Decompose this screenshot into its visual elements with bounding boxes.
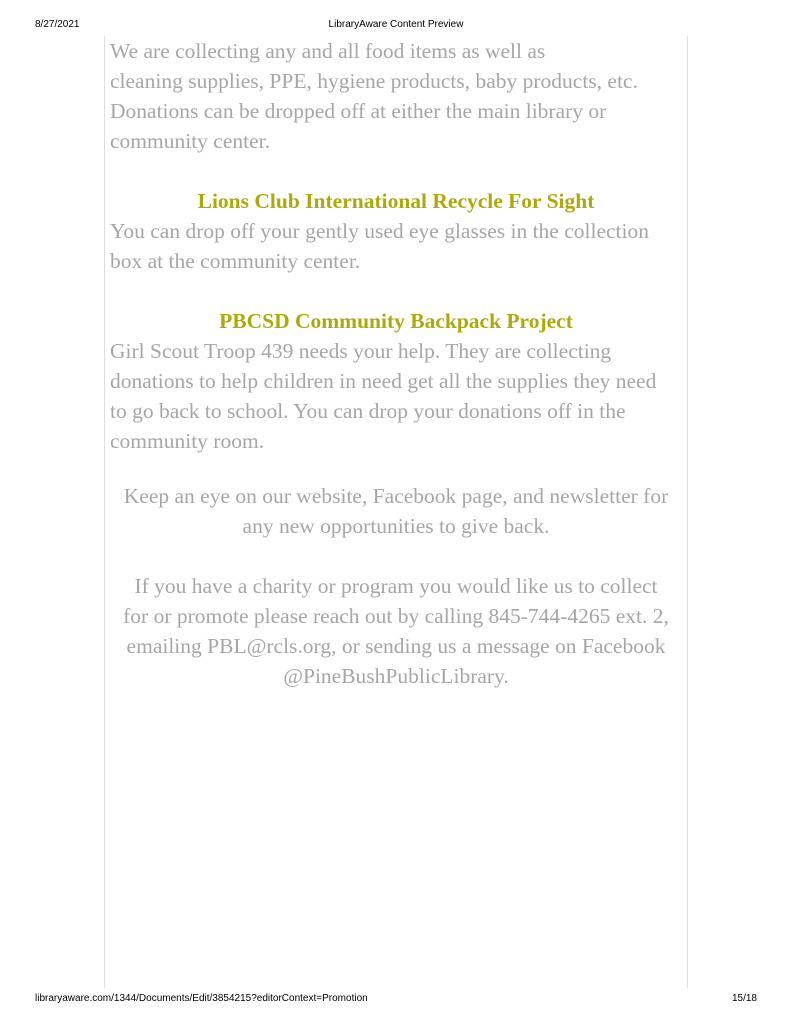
body-line: any new opportunities to give back. xyxy=(242,514,550,538)
body-line: We are collecting any and all food items as well as xyxy=(110,39,546,63)
body-line: Donations can be dropped off at either the main library or xyxy=(110,99,607,123)
body-line: donations to help children in need get all the supplies they need xyxy=(110,369,657,393)
body-line: If you have a charity or program you would like us to collect xyxy=(134,574,658,598)
lions-club-section xyxy=(110,186,682,276)
section-heading: PBCSD Community Backpack Project xyxy=(219,309,573,333)
print-header xyxy=(0,19,792,33)
section-heading: Lions Club International Recycle For Sight xyxy=(197,189,595,213)
newsletter-content xyxy=(110,36,682,691)
food-drive-section xyxy=(110,36,682,156)
print-title: LibraryAware Content Preview xyxy=(328,19,464,30)
print-date: 8/27/2021 xyxy=(35,19,80,30)
print-footer xyxy=(0,993,792,1007)
body-line: emailing PBL@rcls.org, or sending us a message on Facebook xyxy=(126,634,666,658)
print-url: libraryaware.com/1344/Documents/Edit/3854215?editorContext=Promotion xyxy=(35,993,368,1004)
body-line: You can drop off your gently used eye glasses in the collection xyxy=(110,219,649,243)
backpack-section xyxy=(110,306,682,456)
body-line: cleaning supplies, PPE, hygiene products, baby products, etc. xyxy=(110,69,638,93)
body-line: Keep an eye on our website, Facebook page, and newsletter for xyxy=(123,484,669,508)
body-line: community center. xyxy=(110,129,271,153)
contact-section xyxy=(110,571,682,691)
body-line: Girl Scout Troop 439 needs your help. They are collecting xyxy=(110,339,612,363)
body-line: box at the community center. xyxy=(110,249,361,273)
body-line: @PineBushPublicLibrary. xyxy=(283,664,509,688)
page-number: 15/18 xyxy=(731,993,757,1004)
body-line: for or promote please reach out by calling 845-744-4265 ext. 2, xyxy=(123,604,669,628)
keep-eye-section xyxy=(110,481,682,541)
body-line: community room. xyxy=(110,429,265,453)
body-line: to go back to school. You can drop your donations off in the xyxy=(110,399,626,423)
